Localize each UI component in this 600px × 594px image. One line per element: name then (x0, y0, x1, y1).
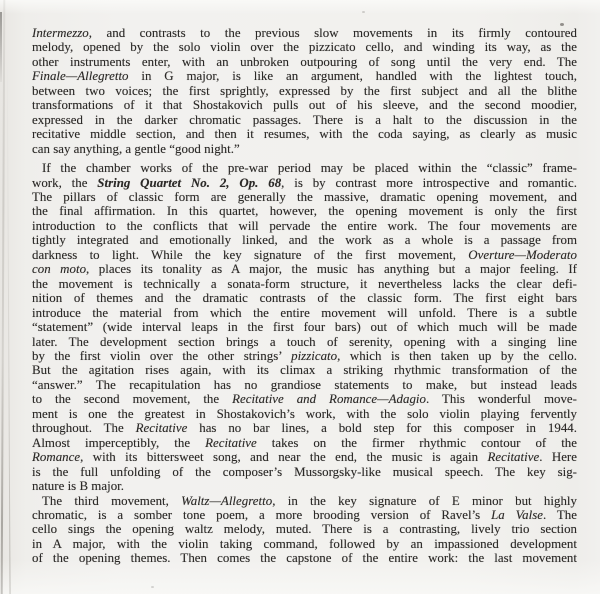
text-run: to the second movement, the (32, 392, 233, 407)
text-line (32, 291, 577, 305)
text-run: chromatic, is a somber tone poem, a more brooding version of Ravel’s (32, 507, 492, 522)
text-run: ment is one the greatest in Shostakovich’s work, with the solo violin playing fervently (32, 406, 577, 421)
scan-edge-mark (0, 12, 2, 82)
text-run: . The (542, 507, 577, 522)
text-line (32, 320, 577, 334)
text-line (32, 494, 577, 508)
text-line (32, 450, 577, 464)
text-line (32, 190, 577, 204)
text-run: nition of themes and the dramatic contrasts of the classic form. The first eight bars (32, 291, 577, 306)
paragraph (32, 161, 577, 493)
text-run: introduce the material from which the entire movement will unfold. There is a subtle (32, 305, 577, 320)
text-line (32, 233, 577, 247)
text-line (32, 349, 577, 363)
text-run: darkness to light. While the key signature of the first movement, (32, 247, 469, 262)
text-line (32, 277, 577, 291)
text-line (32, 465, 577, 479)
text-line (32, 127, 577, 141)
scan-gutter-artifact (1, 0, 6, 594)
text-run: takes on the firmer rhythmic contour of the (256, 435, 577, 450)
text-line (32, 378, 577, 392)
text-line (32, 98, 577, 112)
text-line (32, 421, 577, 435)
italic-run: Recitative and Romance—Adagio (232, 392, 426, 407)
italic-run: con moto (32, 262, 87, 277)
text-run: , is by contrast more introspective and romantic. (281, 175, 577, 190)
italic-run: La Valse (491, 507, 543, 522)
text-line (32, 508, 577, 522)
text-run: If the chamber works of the pre-war period may be placed within the “classic” frame- (42, 161, 577, 176)
text-run: “answer.” The recapitulation has no grandiose statements to make, but instead leads (32, 377, 577, 392)
text-line (32, 55, 577, 69)
text-line (32, 407, 577, 421)
italic-run: Recitative (487, 450, 540, 465)
text-line (32, 248, 577, 262)
dust-speck (362, 11, 365, 13)
text-line (32, 161, 577, 175)
text-run: other instruments enter, with an unbroken outpouring of song until the very end. The (32, 54, 577, 69)
text-run: melody, opened by the solo violin over the pizzicato cello, and winding its way, as the (32, 40, 577, 55)
text-line (32, 113, 577, 127)
text-run: nature is B major. (32, 479, 125, 494)
italic-run: Romance (32, 450, 81, 465)
paragraph (32, 26, 577, 156)
text-line (32, 204, 577, 218)
text-run: transformations of it that Shostakovich pulls out of his sleeve, and the second moodier, (32, 98, 577, 113)
text-run: , and contrasts to the previous slow movements in its firmly contoured (88, 26, 577, 40)
text-run: “statement” (wide interval leaps in the first four bars) out of which much will be made (32, 320, 577, 335)
text-run: of the opening themes. Then comes the capstone of the entire work: the last movement (32, 551, 577, 566)
text-run: work, the (32, 175, 98, 190)
text-run: , with its bittersweet song, and near the end, the music is again (80, 450, 488, 465)
text-run: expressed in the darker chromatic passages. There is a halt to the discussion in the (32, 112, 577, 127)
italic-run: Waltz—Allegretto (181, 493, 273, 508)
paragraph (32, 494, 577, 566)
text-run: But the agitation rises again, with its climax a striking rhythmic transformation of the (32, 363, 577, 378)
text-line (32, 522, 577, 536)
text-line (32, 306, 577, 320)
text-line (32, 436, 577, 450)
text-line (32, 84, 577, 98)
text-run: has no bar lines, a bold step for this composer in 1944. (187, 421, 577, 436)
text-run: later. The development section brings a touch of serenity, opening with a singing line (32, 334, 577, 349)
text-run: The pillars of classic form are generally the massive, dramatic opening movement, and (32, 189, 577, 204)
italic-run: String Quartet No. 2, Op. 68 (97, 175, 282, 190)
italic-run: Overture—Moderato (468, 247, 577, 262)
text-run: The third movement, (42, 493, 182, 508)
text-run: recitative middle section, and then it resumes, with the coda saying, as clearly as music (32, 127, 577, 142)
text-run: can say anything, a gentle “good night.” (32, 141, 240, 156)
scan-gutter-artifact (6, 0, 10, 594)
italic-run: Recitative (205, 435, 257, 450)
text-run: in G major, is like an argument, handled with the lightest touch, (128, 69, 577, 84)
text-line (32, 551, 577, 565)
italic-run: Intermezzo (32, 26, 89, 40)
text-line (32, 392, 577, 406)
text-run: introduction to the conflicts that will pervade the entire work. The four movements are (32, 218, 577, 233)
text-line (32, 335, 577, 349)
dust-speck (151, 586, 154, 588)
text-line (32, 40, 577, 54)
text-line (32, 69, 577, 83)
text-run: the movement is technically a sonata-form structure, it nevertheless lacks the clear defi- (32, 276, 577, 291)
text-run: the final affirmation. In this quartet, however, the opening movement is only the first (32, 204, 577, 219)
text-line (32, 363, 577, 377)
text-line (32, 219, 577, 233)
text-line (32, 537, 577, 551)
text-run: cello sings the opening waltz melody, muted. There is a contrasting, lively trio section (32, 522, 577, 537)
italic-run: Recitative (135, 421, 188, 436)
text-line (32, 142, 577, 156)
text-run: . Here (539, 450, 577, 465)
text-run: tightly integrated and emotionally linked, and the work as a whole is a passage from (32, 233, 577, 248)
text-line (32, 479, 577, 493)
text-run: Almost imperceptibly, the (32, 435, 206, 450)
text-run: , in the key signature of E minor but highly (272, 493, 577, 508)
text-run: in A major, with the violin taking command, followed by an impassioned development (32, 536, 577, 551)
text-line (32, 262, 577, 276)
italic-run: pizzicato (291, 348, 338, 363)
text-run: between two voices; the first sprightly, expressed by the first subject and all the blithe (32, 83, 577, 98)
text-line (32, 26, 577, 40)
text-run: , which is then taken up by the cello. (337, 348, 577, 363)
text-run: . This wonderful move- (426, 392, 577, 407)
text-run: , places its tonality as A major, the music has anything but a major feeling. If (86, 262, 577, 277)
text-run: throughout. The (32, 421, 136, 436)
text-run: is the full unfolding of the composer’s Mussorgsky-like musical speech. The key sig- (32, 464, 577, 479)
text-run: by the first violin over the other strings’ (32, 348, 292, 363)
text-line (32, 176, 577, 190)
liner-notes-text (32, 26, 577, 566)
italic-run: Finale—Allegretto (32, 69, 129, 84)
